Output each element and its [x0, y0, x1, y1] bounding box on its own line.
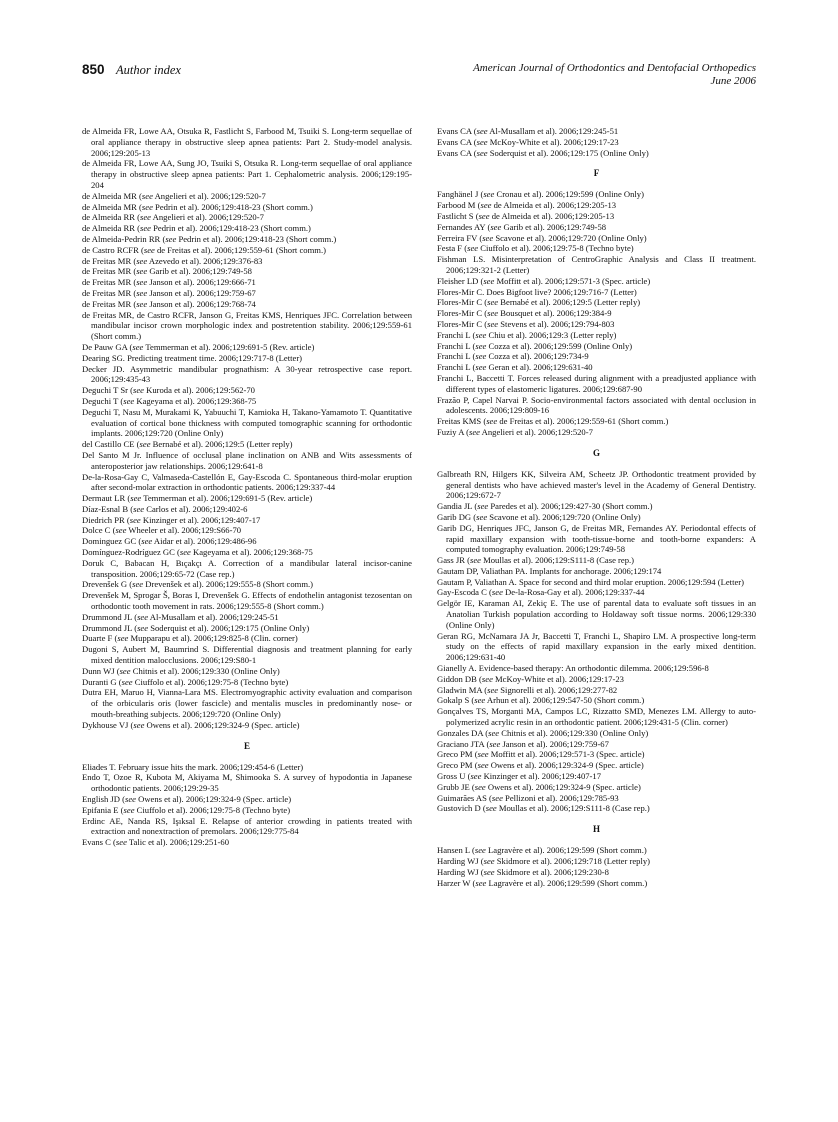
index-entry: de Castro RCFR (see de Freitas et al). 2006;129:559-61 (Short comm.) — [82, 244, 326, 255]
index-entry: de Almeida MR (see Pedrin et al). 2006;129:418-23 (Short comm.) — [82, 201, 313, 212]
index-entry: Festa F (see Ciuffolo et al). 2006;129:75-8 (Techno byte) — [437, 243, 634, 254]
index-entry: Farbood M (see de Almeida et al). 2006;129:205-13 — [437, 200, 617, 211]
index-entry: Harzer W (see Lagravère et al). 2006;129:599 (Short comm.) — [437, 877, 648, 888]
index-entry: Flores-Mir C (see Stevens et al). 2006;129:794-803 — [437, 318, 615, 329]
section-letter: G — [592, 447, 600, 458]
index-entry: Gonzales DA (see Chitnis et al). 2006;129:330 (Online Only) — [437, 727, 649, 738]
index-entry: Geran RG, McNamara JA Jr, Baccetti T, Franchi L, Shapiro LM. A prospective long-term study on the effects of rapid maxillary expansion in the early mixed dentition. 2006;129:631-40 — [437, 630, 756, 663]
index-entry: Fastlicht S (see de Almeida et al). 2006;129:205-13 — [437, 210, 615, 221]
index-entry: de Freitas MR (see Garib et al). 2006;129:749-58 — [82, 266, 252, 277]
index-entry: Dykhouse VJ (see Owens et al). 2006;129:324-9 (Spec. article) — [82, 719, 300, 730]
index-entry: Dunn WJ (see Chitnis et al). 2006;129:330 (Online Only) — [82, 665, 280, 676]
index-entry: Dermaut LR (see Temmerman et al). 2006;129:691-5 (Rev. article) — [82, 493, 313, 504]
index-entry: de Almeida RR (see Angelieri et al). 2006;129:520-7 — [82, 212, 264, 223]
index-entry: De Pauw GA (see Temmerman et al). 2006;129:691-5 (Rev. article) — [82, 341, 315, 352]
index-entry: Gelgör IE, Karaman AI, Zekiç E. The use of parental data to evaluate soft tissues in an Anatolian Turkish population according to Holdaway soft tissue norms. 2006;129:330 (Online Only) — [437, 598, 756, 630]
index-entry: Gross U (see Kinzinger et al). 2006;129:407-17 — [437, 771, 601, 782]
index-entry: Fleisher LD (see Moffitt et al). 2006;129:571-3 (Spec. article) — [437, 275, 651, 286]
index-entry: Fishman LS. Misinterpretation of CentroGraphic Analysis and Class II treatment. 2006;129:321-2 (Letter) — [437, 254, 756, 275]
journal-title: American Journal of Orthodontics and Dentofacial Orthopedics — [473, 62, 756, 74]
index-entry: Gustovich D (see Moullas et al). 2006;129:S111-8 (Case rep.) — [437, 803, 650, 814]
index-entry: Flores-Mir C (see Bernabé et al). 2006;129:5 (Letter reply) — [437, 297, 641, 308]
index-entry: Graciano JTA (see Janson et al). 2006;129:759-67 — [437, 738, 609, 749]
index-entry: Franchi L, Baccetti T. Forces released during alignment with a preadjusted appliance with different types of elastomeric ligatures. 2006;129:687-90 — [437, 372, 756, 394]
index-entry: Gladwin MA (see Signorelli et al). 2006;129:277-82 — [437, 684, 618, 695]
index-entry: Franchi L (see Cozza et al). 2006;129:599 (Online Only) — [437, 340, 633, 351]
index-entry: Gautam P, Valiathan A. Space for second and third molar eruption. 2006;129:594 (Letter) — [437, 576, 744, 587]
index-entry: Drummond JL (see Al-Musallam et al). 2006;129:245-51 — [82, 611, 279, 622]
index-entry: Gay-Escoda C (see De-la-Rosa-Gay et al). 2006;129:337-44 — [437, 587, 645, 598]
index-entry: Dutra EH, Maruo H, Vianna-Lara MS. Electromyographic activity evaluation and comparison of the orbicularis oris (lower fascicle) and mentalis muscles in predominantly nose- or mouth-breathing subjects. 2006;129:720 (Online Only) — [82, 687, 412, 720]
index-entry: Epifania E (see Ciuffolo et al). 2006;129:75-8 (Techno byte) — [82, 804, 291, 815]
index-entry: Fanghänel J (see Cronau et al). 2006;129:599 (Online Only) — [437, 189, 644, 200]
index-entry: Deguchi T Sr (see Kuroda et al). 2006;129:562-70 — [82, 385, 255, 396]
index-entry: Gokalp S (see Arhun et al). 2006;129:547-50 (Short comm.) — [437, 695, 645, 706]
section-letter: H — [592, 824, 600, 835]
index-entry: Harding WJ (see Skidmore et al). 2006;129:718 (Letter reply) — [437, 856, 650, 867]
index-entry: Dearing SG. Predicting treatment time. 2006;129:717-8 (Letter) — [82, 352, 303, 363]
index-entry: Freitas KMS (see de Freitas et al). 2006;129:559-61 (Short comm.) — [437, 416, 669, 427]
index-entry: Franchi L (see Chiu et al). 2006;129:3 (Letter reply) — [437, 329, 617, 340]
index-entry: Galbreath RN, Hilgers KK, Silveira AM, Scheetz JP. Orthodontic treatment provided by general dentists who have achieved master's level in the Academy of General Dentistry. 2006;129:672-7 — [437, 468, 756, 501]
index-entry: Erdinc AE, Nanda RS, Işıksal E. Relapse of anterior crowding in patients treated with extraction and nonextraction of premolars. 2006;129:775-84 — [82, 815, 412, 837]
index-entry: del Castillo CE (see Bernabé et al). 2006;129:5 (Letter reply) — [82, 439, 293, 450]
index-entry: Evans C (see Talic et al). 2006;129:251-60 — [82, 837, 229, 848]
index-entry: Frazão P, Capel Narvai P. Socio-environmental factors associated with dental occlusion in adolescents. 2006;129:809-16 — [437, 394, 756, 416]
left-column — [82, 126, 412, 848]
index-entry: Garib DG, Henriques JFC, Janson G, de Freitas MR, Fernandes AY. Periodontal effects of rapid maxillary expansion with tooth-tissue-borne and tooth-borne expanders: A computed tomography evaluation. 2006;129:749-58 — [437, 522, 756, 555]
section-title: Author index — [116, 63, 181, 77]
index-entry: Del Santo M Jr. Influence of occlusal plane inclination on ANB and Wits assessments of anteroposterior jaw relationships. 2006;129:641-8 — [82, 449, 412, 471]
index-entry: Gautam DP, Valiathan PA. Implants for anchorage. 2006;129:174 — [437, 565, 662, 576]
right-column — [437, 126, 756, 888]
index-entry: Dolce C (see Wheeler et al). 2006;129:S66-70 — [82, 525, 242, 536]
index-entry: de Freitas MR, de Castro RCFR, Janson G, Freitas KMS, Henriques JFC. Correlation between mandibular incisor crown morphologic index and postretention stability. 2006;129:559-61 (Short comm.) — [82, 309, 412, 342]
index-entry: de Freitas MR (see Janson et al). 2006;129:666-71 — [82, 277, 256, 288]
index-entry: de Freitas MR (see Janson et al). 2006;129:759-67 — [82, 287, 256, 298]
index-entry: de Almeida MR (see Angelieri et al). 2006;129:520-7 — [82, 190, 266, 201]
section-letter: F — [593, 168, 600, 179]
index-entry: Fernandes AY (see Garib et al). 2006;129:749-58 — [437, 221, 607, 232]
index-entry: Díaz-Esnal B (see Carlos et al). 2006;129:402-6 — [82, 503, 248, 514]
index-entry: Duarte F (see Mupparapu et al). 2006;129:825-8 (Clin. corner) — [82, 633, 298, 644]
index-entry: English JD (see Owens et al). 2006;129:324-9 (Spec. article) — [82, 794, 292, 805]
index-entry: de Almeida RR (see Pedrin et al). 2006;129:418-23 (Short comm.) — [82, 223, 311, 234]
index-entry: Flores-Mir C. Does Bigfoot live? 2006;129:716-7 (Letter) — [437, 286, 637, 297]
index-entry: de Almeida FR, Lowe AA, Sung JO, Tsuiki S, Otsuka R. Long-term sequellae of oral appliance therapy in obstructive sleep apnea patients: Part 1. Cephalometric analysis. 2006;129:195-204 — [82, 158, 412, 190]
journal-info — [473, 62, 756, 88]
index-entry: Greco PM (see Owens et al). 2006;129:324-9 (Spec. article) — [437, 760, 644, 771]
index-entry: Ferreira FV (see Scavone et al). 2006;129:720 (Online Only) — [437, 232, 647, 243]
index-entry: Decker JD. Asymmetric mandibular prognathism: A 30-year retrospective case report. 2006;129:435-43 — [82, 363, 412, 385]
index-entry: Giddon DB (see McKoy-White et al). 2006;129:17-23 — [437, 673, 624, 684]
index-entry: Endo T, Ozoe R, Kubota M, Akiyama M, Shimooka S. A survey of hypodontia in Japanese orthodontic patients. 2006;129:29-35 — [82, 772, 412, 794]
index-entry: Evans CA (see Al-Musallam et al). 2006;129:245-51 — [437, 126, 619, 136]
index-entry: Drevenšek M, Sprogar Š, Boras I, Drevenšek G. Effects of endothelin antagonist tezosentan on orthodontic tooth movement in rats. 2006;129:555-8 (Short comm.) — [82, 590, 412, 612]
index-entry: Gandia JL (see Paredes et al). 2006;129:427-30 (Short comm.) — [437, 501, 653, 512]
index-entry: Dominguez GC (see Aidar et al). 2006;129:486-96 — [82, 536, 257, 547]
index-entry: Franchi L (see Cozza et al). 2006;129:734-9 — [437, 351, 589, 362]
page-header — [82, 62, 756, 94]
section-letter: E — [243, 740, 250, 751]
index-entry: Franchi L (see Geran et al). 2006;129:631-40 — [437, 362, 593, 373]
index-entry: Hansen L (see Lagravère et al). 2006;129:599 (Short comm.) — [437, 845, 647, 856]
index-entry: Grubb JE (see Owens et al). 2006;129:324-9 (Spec. article) — [437, 781, 641, 792]
index-entry: Deguchi T (see Kageyama et al). 2006;129:368-75 — [82, 395, 257, 406]
index-entry: Doruk C, Babacan H, Bıçakçı A. Correction of a mandibular lateral incisor-canine transposition. 2006;129:65-72 (Case rep.) — [82, 557, 412, 579]
index-entry: Harding WJ (see Skidmore et al). 2006;129:230-8 — [437, 866, 609, 877]
index-entry: Domínguez-Rodríguez GC (see Kageyama et al). 2006;129:368-75 — [82, 547, 313, 558]
index-entry: Flores-Mir C (see Bousquet et al). 2006;129:384-9 — [437, 308, 612, 319]
index-entry: Dugoni S, Aubert M, Baumrind S. Differential diagnosis and treatment planning for early mixed dentition malocclusions. 2006;129:S80-1 — [82, 644, 412, 666]
index-entry: Fuziy A (see Angelieri et al). 2006;129:520-7 — [437, 426, 593, 437]
index-entry: de Almeida-Pedrin RR (see Pedrin et al). 2006;129:418-23 (Short comm.) — [82, 233, 337, 244]
index-entry: de Almeida FR, Lowe AA, Otsuka R, Fastlicht S, Farbood M, Tsuiki S. Long-term sequellae of oral appliance therapy in obstructive sleep apnea patients: Part 2. Study-model analysis. 2006;129:205-13 — [82, 126, 412, 158]
index-entry: Gass JR (see Moullas et al). 2006;129:S111-8 (Case rep.) — [437, 555, 635, 566]
index-entry: Drummond JL (see Soderquist et al). 2006;129:175 (Online Only) — [82, 622, 310, 633]
page-number: 850 — [82, 62, 105, 77]
index-entry: Gianelly A. Evidence-based therapy: An orthodontic dilemma. 2006;129:596-8 — [437, 663, 709, 674]
index-entry: Garib DG (see Scavone et al). 2006;129:720 (Online Only) — [437, 511, 641, 522]
index-entry: de Freitas MR (see Azevedo et al). 2006;129:376-83 — [82, 255, 263, 266]
index-entry: Deguchi T, Nasu M, Murakami K, Yabuuchi T, Kamioka H, Takano-Yamamoto T. Quantitative evaluation of cortical bone thickness with computed tomographic scanning for orthodontic implants. 2006;129:720 (Online Only) — [82, 406, 412, 439]
index-entry: Diedrich PR (see Kinzinger et al). 2006;129:407-17 — [82, 514, 261, 525]
index-entry: Greco PM (see Moffitt et al). 2006;129:571-3 (Spec. article) — [437, 749, 645, 760]
index-entry: Drevenšek G (see Drevenšek et al). 2006;129:555-8 (Short comm.) — [82, 579, 314, 590]
index-entry: Evans CA (see McKoy-White et al). 2006;129:17-23 — [437, 136, 619, 147]
index-entry: Eliades T. February issue hits the mark. 2006;129:454-6 (Letter) — [82, 761, 304, 772]
index-entry: Guimarães AS (see Pellizoni et al). 2006;129:785-93 — [437, 792, 619, 803]
index-entry: De-la-Rosa-Gay C, Valmaseda-Castellón E, Gay-Escoda C. Spontaneous third-molar eruption after second-molar extraction in orthodontic patients. 2006;129:337-44 — [82, 471, 412, 493]
index-entry: Evans CA (see Soderquist et al). 2006;129:175 (Online Only) — [437, 147, 649, 158]
index-entry: Duranti G (see Ciuffolo et al). 2006;129:75-8 (Techno byte) — [82, 676, 289, 687]
journal-date: June 2006 — [710, 75, 756, 87]
index-entry: Gonçalves TS, Morganti MA, Campos LC, Rizzatto SMD, Menezes LM. Allergy to auto-polymerized acrylic resin in an orthodontic patient. 2006;129:431-5 (Clin. corner) — [437, 706, 756, 728]
index-entry: de Freitas MR (see Janson et al). 2006;129:768-74 — [82, 298, 256, 309]
